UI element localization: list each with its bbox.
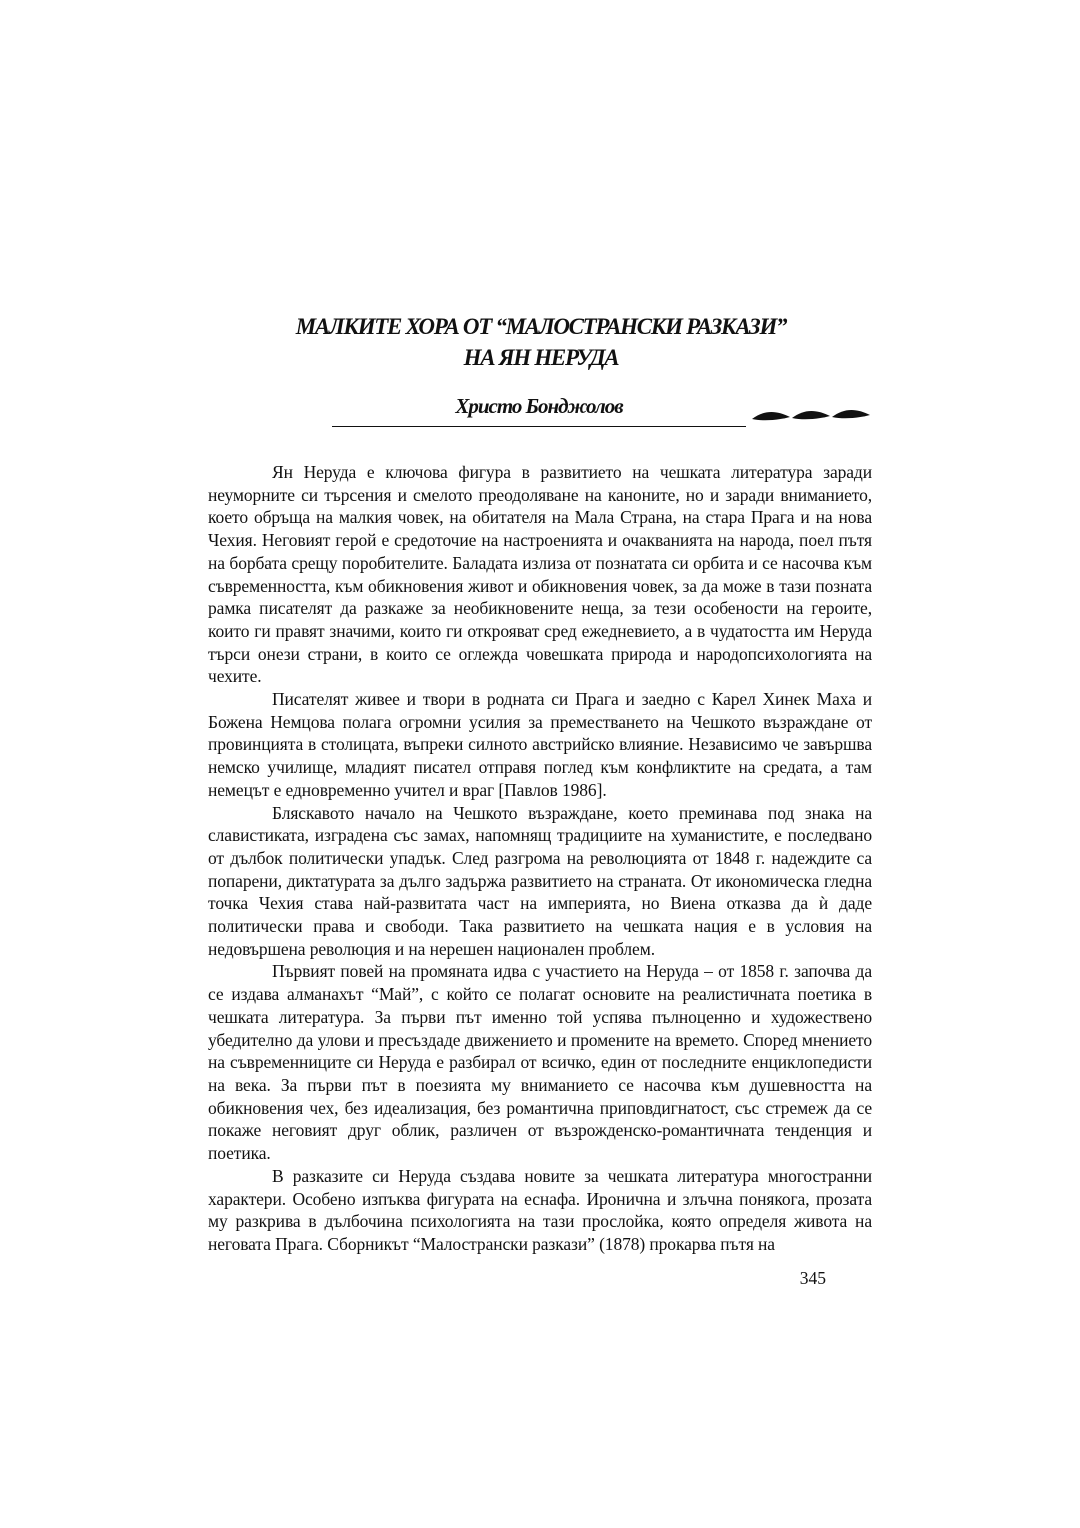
body-paragraph-5: В разказите си Неруда създава новите за чешката литература многостранни характери. Особено изпъква фигурата на еснафа. Иронична и злъчна понякога, прозата му разкрива в дълбочина психологията на тази прослойка, която определя живота на неговата Прага. Сборникът “Малострански разкази” (1878) прокарва пътя на bbox=[208, 1165, 872, 1254]
author-underline bbox=[332, 426, 746, 427]
decorative-ornament-icon bbox=[750, 404, 872, 426]
article-title bbox=[208, 311, 874, 373]
page-number: 345 bbox=[799, 1268, 826, 1288]
article-body bbox=[208, 461, 872, 1256]
body-paragraph-1: Ян Неруда е ключова фигура в развитието на чешката литература заради неуморните си търсения и смелото преодоляване на каноните, но и заради вниманието, което обръща на малкия човек, на обитателя на Мала Страна, на стара Прага и на нова Чехия. Неговият герой е средоточие на настроенията и очакванията на народа, поел пътя на борбата срещу поробителите. Баладата излиза от познатата си орбита и се насочва към съвременността, към обикновения живот и обикновения човек, за да може в тази позната рамка писателят да разкаже за необикновените неща, за тези особености на героите, които ги правят значими, които ги открояват сред ежедневието, а в чудатостта им Неруда търси онези страни, в които се оглежда човешката природа и народопсихологията на чехите. bbox=[208, 462, 872, 687]
body-paragraph-3: Бляскавото начало на Чешкото възраждане, което преминава под знака на славистиката, изградена със замах, напомнящ традициите на хуманистите, е последвано от дълбок политически упадък. След разгрома на революцията от 1848 г. надеждите са попарени, диктатурата за дълго задържа развитието на страната. От икономическа гледна точка Чехия става най-развитата част на империята, но Виена отказва да ѝ даде политически права и свободи. Така развитието на чешката нация е в условия на недовършена революция и на нерешен национален проблем. bbox=[208, 802, 872, 959]
body-paragraph-2: Писателят живее и твори в родната си Прага и заедно с Карел Хинек Маха и Божена Немцова полага огромни усилия за преместването на Чешкото възраждане от провинцията в столицата, въпреки силното австрийско влияние. Независимо че завършва немско училище, младият писател отправя поглед към конфликтите на средата, а там немецът е едновременно учител и враг [Павлов 1986]. bbox=[208, 689, 872, 800]
article-title-line-1: МАЛКИТЕ ХОРА ОТ “МАЛОСТРАНСКИ РАЗКАЗИ” bbox=[295, 314, 787, 339]
article-author: Христо Бонджолов bbox=[455, 394, 623, 418]
body-paragraph-4: Първият повей на промяната идва с участието на Неруда – от 1858 г. започва да се издава алманахът “Май”, с който се полагат основите на реалистичната поетика в чешката литература. За първи път именно той успява пълноценно и художествено убедително да улови и пресъздаде движението и промените на времето. Според мнението на съвременниците си Неруда е разбирал от всичко, един от последните енциклопедисти на века. За първи път в поезията му вниманието се насочва към душевността на обикновения чех, без идеализация, без романтична приповдигнатост, със стремеж да се покаже неговият друг облик, различен от възрожденско-романтичната тенденция и поетика. bbox=[208, 961, 872, 1164]
article-title-line-2: НА ЯН НЕРУДА bbox=[463, 345, 619, 370]
